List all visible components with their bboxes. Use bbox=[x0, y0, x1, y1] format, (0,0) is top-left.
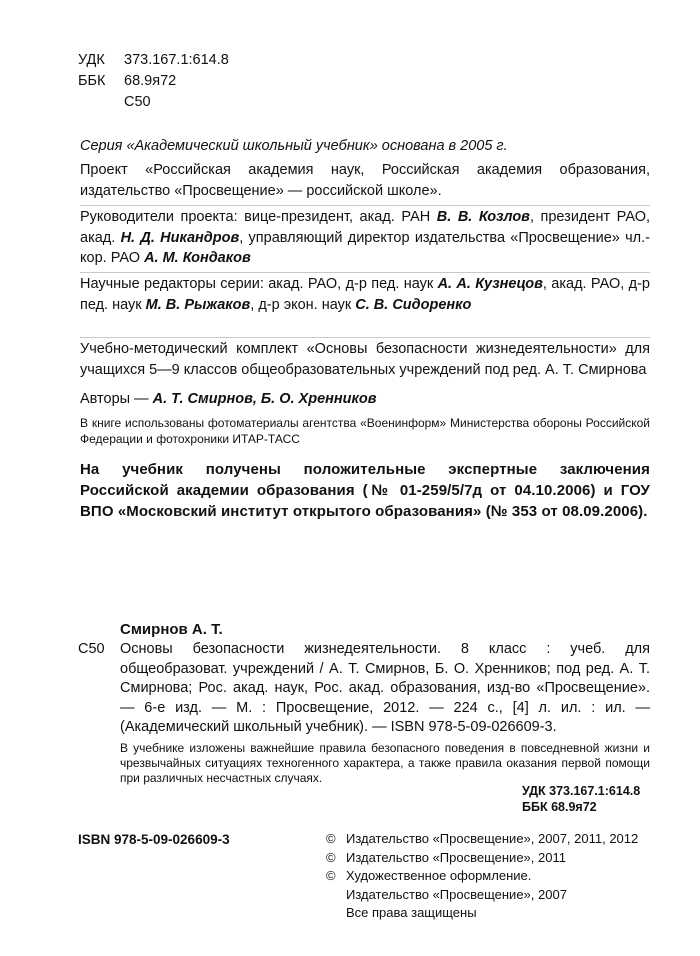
expert-approval: На учебник получены положительные экспертные заключения Российской академии образования (№ 01-259/5/7д от 04.10.2006) и ГОУ ВПО «Московский институт открытого образования» (№ 353 от 08.09.2006). bbox=[80, 461, 650, 520]
editors-text: Научные редакторы серии: акад. РАО, д-р пед. наук bbox=[80, 276, 438, 292]
editors-text: , акад. РАО, д-р пед. наук bbox=[80, 276, 650, 313]
complex-note: Учебно-методический комплект «Основы безопасности жизнедеятельности» для учащихся 5—9 классов общеобразовательных учреждений под ред. А. Т. Смирнова bbox=[80, 341, 650, 378]
divider bbox=[80, 205, 650, 206]
copyright-line: Издательство «Просвещение», 2007 bbox=[346, 886, 567, 902]
isbn: ISBN 978-5-09-026609-3 bbox=[78, 832, 230, 847]
authors-label: Авторы — bbox=[80, 391, 153, 407]
leaders-text: , президент РАО, акад. bbox=[80, 209, 650, 246]
bibliography-record: Основы безопасности жизнедеятельности. 8 класс : учеб. для общеобразоват. учреждений / А. Т. Смирнов, Б. О. Хренников; под ред. А. Т. Смирнова; Рос. акад. наук, Рос. акад. образования, изд-во «Просвещение». — 6-е изд. — М. : Просвещение, 2012. — 224 с., [4] л. ил. : ил. — (Академический школьный учебник). — ISBN 978-5-09-026609-3. bbox=[120, 641, 650, 735]
leader-name: В. В. Козлов bbox=[436, 209, 530, 225]
project-leaders bbox=[80, 207, 650, 269]
series-note: Серия «Академический школьный учебник» основана в 2005 г. bbox=[80, 138, 508, 154]
bbk-value: 68.9я72 bbox=[124, 73, 177, 89]
copyright-icon: © bbox=[326, 849, 336, 865]
editor-name: А. А. Кузнецов bbox=[437, 276, 543, 292]
editor-name: М. В. Рыжаков bbox=[145, 296, 251, 313]
divider bbox=[80, 337, 650, 338]
bibliography-abstract: В учебнике изложены важнейшие правила безопасного поведения в повседневной жизни и чрезвычайных ситуациях техногенного характера, а также правила оказания первой помощи при различных несчастных случаях. bbox=[120, 741, 650, 785]
leaders-text: , управляющий директор издательства «Просвещение» чл.-кор. РАО bbox=[80, 229, 650, 266]
bibliography-author: Смирнов А. Т. bbox=[120, 621, 223, 638]
photo-credits: В книге использованы фотоматериалы агентства «Военинформ» Министерства обороны Российской Федерации и фотохроники ИТАР-ТАСС bbox=[80, 416, 650, 446]
divider bbox=[80, 272, 650, 273]
editors-text: , д-р экон. наук bbox=[250, 296, 356, 313]
author-mark: С50 bbox=[124, 94, 151, 110]
leaders-text: Руководители проекта: вице-президент, акад. РАН bbox=[80, 209, 437, 225]
bibliography-code: С50 bbox=[78, 641, 105, 657]
leader-name: А. М. Кондаков bbox=[144, 250, 251, 266]
copyright-block bbox=[326, 830, 638, 923]
bibliography-udk: УДК 373.167.1:614.8 bbox=[522, 784, 641, 798]
bibliography-codes bbox=[522, 783, 640, 815]
copyright-line: Издательство «Просвещение», 2007, 2011, 2012 bbox=[346, 831, 639, 846]
project-note: Проект «Российская академия наук, Российская академия образования, издательство «Просвещение» — российской школе». bbox=[80, 162, 650, 199]
copyright-icon: © bbox=[326, 831, 336, 846]
authors-line bbox=[80, 389, 650, 410]
editor-name: С. В. Сидоренко bbox=[355, 296, 472, 313]
bbk-label: ББК bbox=[78, 73, 106, 89]
udk-value: 373.167.1:614.8 bbox=[124, 52, 229, 68]
bibliography-bbk: ББК 68.9я72 bbox=[522, 800, 597, 814]
classification-codes bbox=[78, 50, 229, 113]
series-editors bbox=[80, 274, 650, 315]
authors-names: А. Т. Смирнов, Б. О. Хренников bbox=[152, 391, 377, 407]
leader-name: Н. Д. Никандров bbox=[120, 229, 240, 246]
copyright-line: Все права защищены bbox=[346, 905, 477, 920]
udk-label: УДК bbox=[78, 52, 105, 68]
copyright-line: Художественное оформление. bbox=[346, 868, 532, 883]
copyright-icon: © bbox=[326, 868, 336, 883]
copyright-line: Издательство «Просвещение», 2011 bbox=[346, 849, 566, 865]
